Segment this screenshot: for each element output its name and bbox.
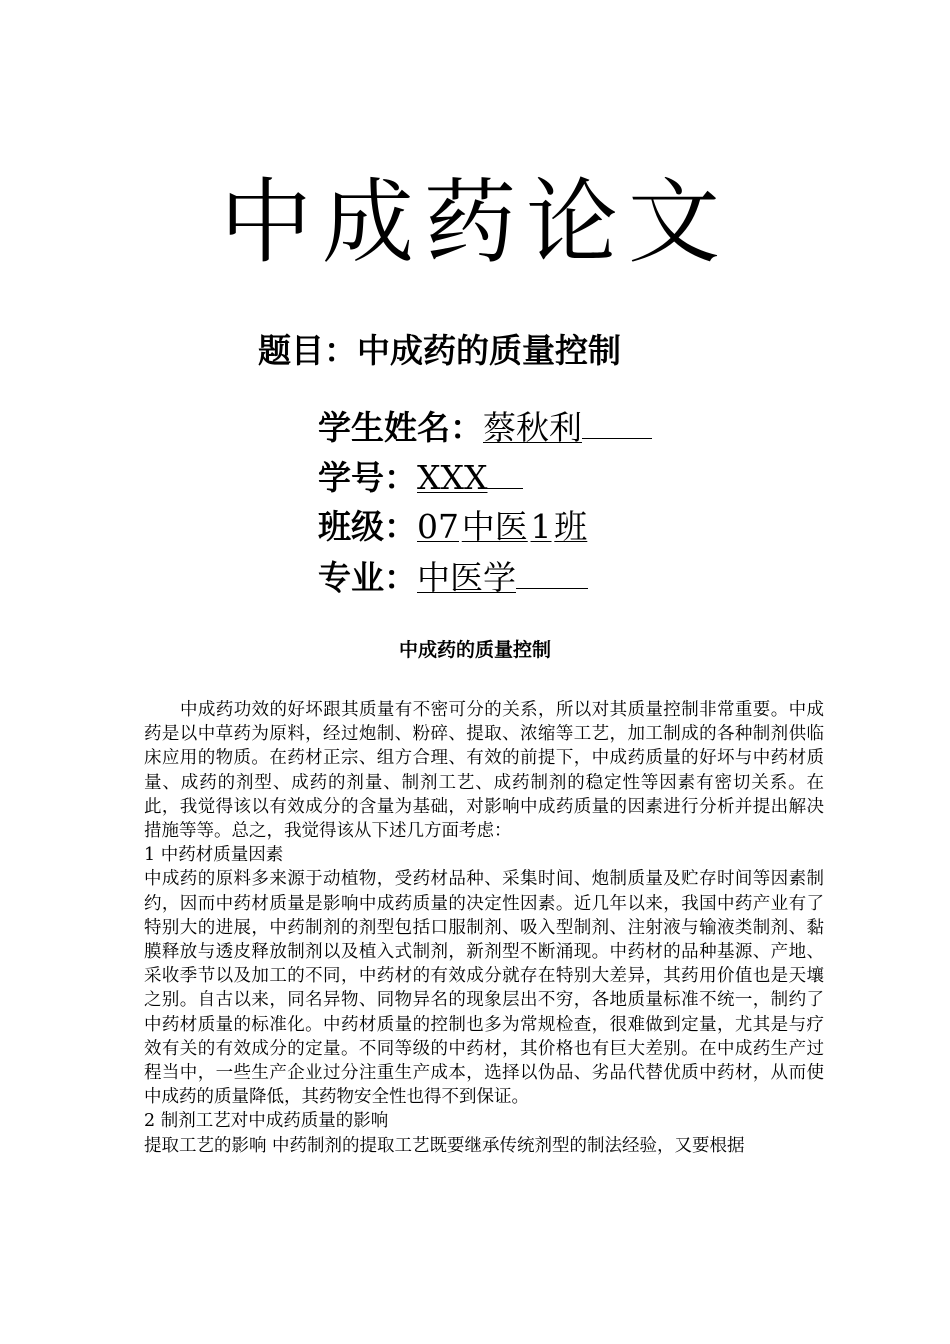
class-value-year: 07: [417, 507, 459, 546]
section-heading-1: 1 中药材质量因素: [144, 845, 284, 866]
class-value-number: 1: [530, 507, 552, 546]
student-id-row: [318, 454, 523, 502]
student-name-label: 学生姓名：: [318, 408, 483, 447]
class-value-major: 中医: [461, 507, 528, 546]
major-label: 专业：: [318, 558, 417, 597]
paragraph-process: 提取工艺的影响 中药制剂的提取工艺既要继承传统剂型的制法经验，又要根据: [144, 1135, 745, 1156]
section-title: 中成药的质量控制: [398, 639, 551, 661]
student-id-label: 学号：: [318, 458, 417, 497]
underline-filler: [582, 404, 652, 439]
student-id-value: XXX: [417, 458, 488, 497]
main-title: 中成药论文: [219, 169, 730, 276]
class-row: [318, 504, 587, 551]
paragraph-materials: 中成药的原料多来源于动植物，受药材品种、采集时间、炮制质量及贮存时间等因素制约，因而中药材质量是影响中成药质量的决定性因素。近几年以来，我国中药产业有了特别大的进展，中药制剂的剂型包括口服制剂、吸入型制剂、注射液与输液类制剂、黏膜释放与透皮释放制剂以及植入式制剂，新剂型不断涌现。中药材的品种基源、产地、采收季节以及加工的不同，中药材的有效成分就存在特别大差异，其药用价值也是天壤之别。自古以来，同名异物、同物异名的现象层出不穷，各地质量标准不统一，制约了中药材质量的标准化。中药材质量的控制也多为常规检查，很难做到定量，尤其是与疗效有关的有效成分的定量。不同等级的中药材，其价格也有巨大差别。在中成药生产过程当中，一些生产企业过分注重生产成本，选择以伪品、劣品代替优质中药材，从而使中成药的质量降低，其药物安全性也得不到保证。: [144, 869, 824, 1108]
student-name-value: 蔡秋利: [483, 408, 582, 447]
major-value: 中医学: [417, 558, 516, 597]
class-value-suffix: 班: [554, 507, 588, 546]
underline-filler: [487, 454, 523, 489]
body-text: [144, 698, 824, 1158]
class-label: 班级：: [318, 507, 417, 546]
major-row: [318, 554, 588, 602]
topic-title: 题目：中成药的质量控制: [258, 331, 621, 370]
underline-filler: [516, 554, 588, 589]
section-heading-2: 2 制剂工艺对中成药质量的影响: [144, 1111, 389, 1132]
student-name-row: [318, 404, 652, 452]
paragraph-intro: 中成药功效的好坏跟其质量有不密可分的关系，所以对其质量控制非常重要。中成药是以中草药为原料，经过炮制、粉碎、提取、浓缩等工艺，加工制成的各种制剂供临床应用的物质。在药材正宗、组方合理、有效的前提下，中成药质量的好坏与中药材质量、成药的剂型、成药的剂量、制剂工艺、成药制剂的稳定性等因素有密切关系。在此，我觉得该以有效成分的含量为基础，对影响中成药质量的因素进行分析并提出解决措施等等。总之，我觉得该从下述几方面考虑：: [144, 700, 824, 842]
